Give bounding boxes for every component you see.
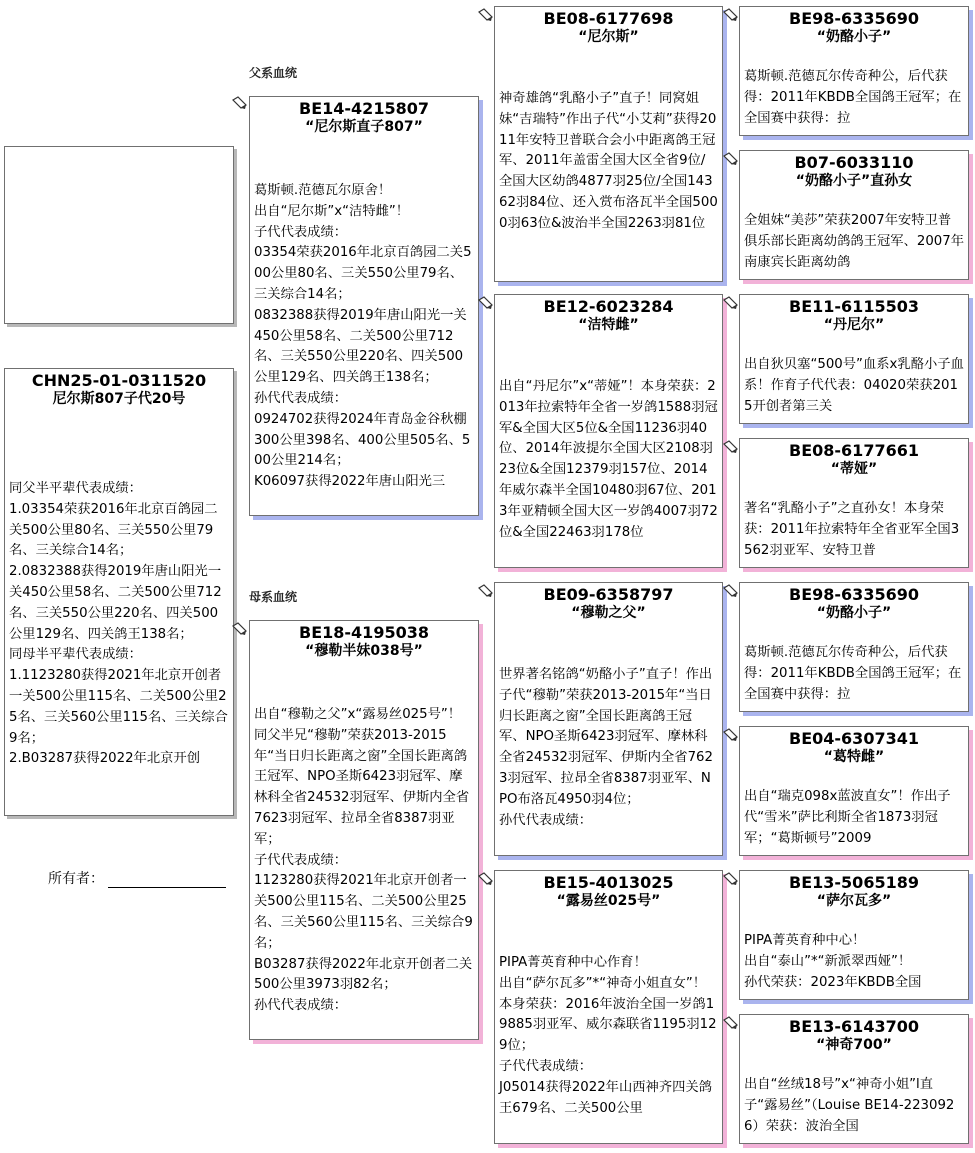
sds-card[interactable] xyxy=(739,294,969,424)
pigeon-name: “葛特雌” xyxy=(823,749,885,765)
sss-card[interactable] xyxy=(739,6,969,136)
pigeon-description: 出自“丹尼尔”x“蒂娅”！本身荣获：2013年拉索特年全省一岁鸽1588羽冠军&全国大区5位&全国11236羽40位、2014年波提尔全国大区2108羽23位&全国12379羽157位、2014年威尔森半全国10480羽67位、2013年亚精顿全国大区一岁鸽4007羽72位&全国22463羽178位 xyxy=(499,379,718,540)
pigeon-name: “奶酪小子” xyxy=(816,29,892,45)
photo-frame xyxy=(4,146,234,324)
dds-card[interactable] xyxy=(739,870,969,1000)
ring-number: CHN25-01-0311520 xyxy=(31,371,207,390)
subject-card[interactable] xyxy=(4,368,234,816)
edit-icon[interactable] xyxy=(478,8,494,22)
ring-number: BE98-6335690 xyxy=(789,585,919,604)
dam-card[interactable] xyxy=(249,620,479,1040)
edit-icon[interactable] xyxy=(478,584,494,598)
ring-number: BE13-6143700 xyxy=(789,1017,919,1036)
owner-field[interactable] xyxy=(48,868,226,888)
pigeon-name: “蒂娅” xyxy=(830,461,878,477)
edit-icon[interactable] xyxy=(723,872,739,886)
ring-number: BE09-6358797 xyxy=(543,585,674,604)
pigeon-description: PIPA菁英育种中心作育！ 出自“萨尔瓦多”*“神奇小姐直女”！ 本身荣获：2016年波治全国一岁鸽19885羽亚军、威尔森联省1195羽129位； 子代代表成绩： J05014获得2022年山西神齐四关鸽王679名、二关500公里 xyxy=(499,955,717,1116)
pigeon-description: 出自“丝绒18号”x“神奇小姐”l直子“露易丝”（Louise BE14-2230926）荣获：波治全国 xyxy=(744,1077,955,1134)
pigeon-description: 葛斯顿.范德瓦尔传奇种公，后代获得：2011年KBDB全国鸽王冠军；在全国赛中获得：拉 xyxy=(744,69,962,126)
dam-line-label: 母系血统 xyxy=(249,590,298,604)
edit-icon[interactable] xyxy=(723,440,739,454)
owner-label: 所有者： xyxy=(48,871,104,887)
ring-number: BE13-5065189 xyxy=(789,873,919,892)
dsd-card[interactable] xyxy=(739,726,969,856)
ddd-card[interactable] xyxy=(739,1014,969,1144)
sire-sire-card[interactable] xyxy=(494,6,723,282)
edit-icon[interactable] xyxy=(478,872,494,886)
pigeon-description: 同父半平辈代表成绩： 1.03354荣获2016年北京百鸽园二关500公里80名、三关550公里79名、三关综合14名； 2.0832388获得2019年唐山阳光一关450公里58名、二关500公里712名、三关550公里220名、四关500公里129名、四关鸽王138名； 同母半平辈代表成绩： 1.1123280获得2021年北京开创者一关500公里115名、二关500公里25名、三关560公里115名、三关综合9名； 2.B03287获得2022年北京开创 xyxy=(9,481,228,767)
pigeon-name: “洁特雌” xyxy=(578,317,639,333)
edit-icon[interactable] xyxy=(723,584,739,598)
ring-number: BE14-4215807 xyxy=(299,99,429,118)
pigeon-description: 出自“瑞克098x蓝波直女”！作出子代“雪米”萨比利斯全省1873羽冠军；“葛斯顿号”2009 xyxy=(744,789,951,846)
pigeon-name: “露易丝025号” xyxy=(556,893,661,909)
ssd-card[interactable] xyxy=(739,150,969,280)
edit-icon[interactable] xyxy=(232,96,248,110)
ring-number: BE98-6335690 xyxy=(789,9,919,28)
pigeon-name: “尼尔斯” xyxy=(578,29,639,45)
ring-number: BE04-6307341 xyxy=(789,729,919,748)
dam-sire-card[interactable] xyxy=(494,582,723,856)
pigeon-description: 葛斯顿.范德瓦尔传奇种公，后代获得：2011年KBDB全国鸽王冠军；在全国赛中获得：拉 xyxy=(744,645,962,702)
ring-number: B07-6033110 xyxy=(794,153,914,172)
pigeon-description: 葛斯顿.范德瓦尔原舍！ 出自“尼尔斯”x“洁特雌”！ 子代代表成绩： 03354荣获2016年北京百鸽园二关500公里80名、三关550公里79名、三关综合14名； 0832388获得2019年唐山阳光一关450公里58名、二关500公里712名、三关550公里220名、四关500公里129名、四关鸽王138名； 孙代代表成绩： 0924702获得2024年青岛金谷秋棚300公里398名、400公里505名、500公里214名； K06097获得2022年唐山阳光三 xyxy=(254,183,472,490)
ring-number: BE08-6177661 xyxy=(789,441,919,460)
pigeon-name: “神奇700” xyxy=(816,1037,892,1053)
pigeon-name: “穆勒半妹038号” xyxy=(305,643,423,659)
ring-number: BE12-6023284 xyxy=(543,297,674,316)
sdd-card[interactable] xyxy=(739,438,969,568)
edit-icon[interactable] xyxy=(232,622,248,636)
ring-number: BE15-4013025 xyxy=(543,873,674,892)
dam-dam-card[interactable] xyxy=(494,870,723,1144)
sire-line-label: 父系血统 xyxy=(249,66,298,80)
pigeon-description: 全姐妹“美莎”荣获2007年安特卫普俱乐部长距离幼鸽鸽王冠军、2007年南康宾长距离幼鸽 xyxy=(744,213,964,270)
pigeon-name: “穆勒之父” xyxy=(571,605,646,621)
edit-icon[interactable] xyxy=(478,296,494,310)
ring-number: BE11-6115503 xyxy=(789,297,919,316)
pigeon-description: PIPA菁英育种中心！ 出自“泰山”*“新派翠西娅”！ 孙代荣获：2023年KBDB全国 xyxy=(744,933,922,990)
pigeon-name: “丹尼尔” xyxy=(823,317,885,333)
ring-number: BE08-6177698 xyxy=(543,9,674,28)
pigeon-description: 神奇雄鸽“乳酪小子”直子！同窝姐妹“吉瑞特”作出子代“小艾莉”获得2011年安特卫普联合会小中距离鸽王冠军、2011年盖雷全国大区全省9位/全国大区幼鸽4877羽25位/全国14362羽84位、还入赏布洛瓦半全国5000羽63位&波治半全国2263羽81位 xyxy=(499,91,718,231)
pigeon-description: 出自狄贝塞“500号”血系x乳酪小子血系！作育子代代表：04020荣获2015开创者第三关 xyxy=(744,357,964,414)
pigeon-description: 出自“穆勒之父”x“露易丝025号”！ 同父半兄“穆勒”荣获2013-2015年“当日归长距离之窗”全国长距离鸽王冠军、NPO圣斯6423羽冠军、摩林科全省24532羽冠军、伊斯内全省7623羽冠军、拉昂全省8387羽亚军； 子代代表成绩： 1123280获得2021年北京开创者一关500公里115名、二关500公里25名、三关560公里115名、三关综合9名； B03287获得2022年北京开创者二关500公里3973羽82名； 孙代代表成绩： xyxy=(254,707,473,1014)
edit-icon[interactable] xyxy=(723,728,739,742)
pigeon-name: “尼尔斯直子807” xyxy=(305,119,423,135)
pigeon-description: 世界著名铭鸽“奶酪小子”直子！作出子代“穆勒”荣获2013-2015年“当日归长距离之窗”全国长距离鸽王冠军、NPO圣斯6423羽冠军、摩林科全省24532羽冠军、伊斯内全省7623羽冠军、拉昂全省8387羽亚军、NPO布洛瓦4950羽4位； 孙代代表成绩： xyxy=(499,667,713,828)
ring-number: BE18-4195038 xyxy=(299,623,429,642)
pigeon-name: 尼尔斯807子代20号 xyxy=(52,391,186,407)
owner-input-line[interactable] xyxy=(108,873,226,888)
sire-card[interactable] xyxy=(249,96,479,516)
edit-icon[interactable] xyxy=(723,8,739,22)
edit-icon[interactable] xyxy=(723,296,739,310)
pigeon-name: “奶酪小子” xyxy=(816,605,892,621)
pigeon-description: 著名“乳酪小子”之直孙女！本身荣获：2011年拉索特年全省亚军全国3562羽亚军、安特卫普 xyxy=(744,501,960,558)
edit-icon[interactable] xyxy=(723,152,739,166)
dss-card[interactable] xyxy=(739,582,969,712)
pigeon-name: “萨尔瓦多” xyxy=(816,893,892,909)
edit-icon[interactable] xyxy=(723,1016,739,1030)
sire-dam-card[interactable] xyxy=(494,294,723,568)
pigeon-name: “奶酪小子”直孙女 xyxy=(795,173,913,189)
